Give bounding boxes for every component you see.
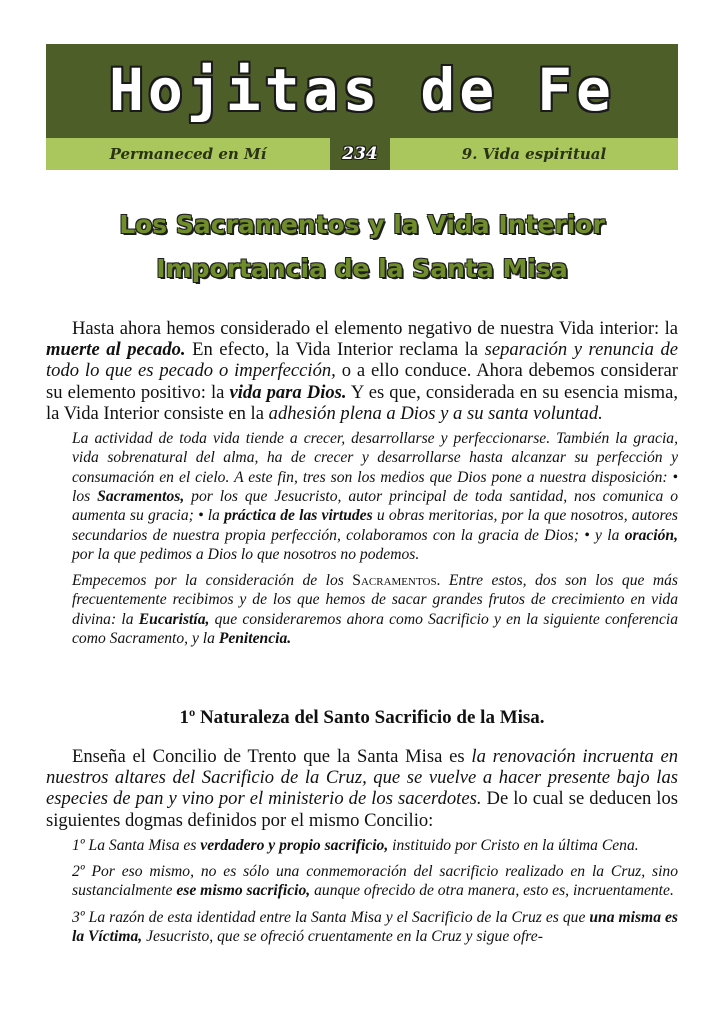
intro-paragraph: Hasta ahora hemos considerado el elemento negativo de nuestra Vida interior: la muerte al pecado. En efecto, la Vida Interior reclama la separación y renuncia de todo lo que es pecado o imperfección, o a ello conduce. Ahora debemos considerar su elemento positivo: la vida para Dios. Y es que, considerada en su esencia misma, la Vida Interior consiste en la adhesión plena a Dios y a su santa voluntad. [46, 318, 678, 424]
masthead-title: Hojitas de Fe [109, 56, 615, 124]
dogma-1: 1º La Santa Misa es verdadero y propio sacrificio, instituido por Cristo en la última Cena. [72, 836, 639, 854]
note-means-of-grace: La actividad de toda vida tiende a crecer, desarrollarse y perfeccionarse. También la gracia, vida sobrenatural del alma, ha de crecer y desarrollarse hasta alcanzar su perfección y consumación en el cielo. A este fin, tres son los medios que Dios pone a nuestra disposición: • los Sacramentos, por los que Jesucristo, autor principal de toda santidad, nos comunica o aumenta su gracia; • la práctica de las virtudes u obras meritorias, por la que nosotros, autores secundarios de nuestra propia perfección, colaboramos con la gracia de Dios; • y la oración, por la que pedimos a Dios lo que nosotros no podemos. [72, 430, 678, 563]
series-label: Permaneced en Mí [109, 145, 267, 163]
intro-block [46, 318, 678, 648]
headline-line-2: Importancia de la Santa Misa [156, 254, 568, 283]
section-label: 9. Vida espiritual [461, 145, 607, 163]
trent-paragraph: Enseña el Concilio de Trento que la Santa Misa es la renovación incruenta en nuestros altares del Sacrificio de la Cruz, que se vuelve a hacer presente bajo las especies de pan y vino por el ministerio de los sacerdotes. De lo cual se deducen los siguientes dogmas definidos por el mismo Concilio: [46, 746, 678, 831]
issue-number: 234 [342, 144, 378, 164]
section-1-block [46, 746, 678, 946]
dogma-2: 2º Por eso mismo, no es sólo una conmemoración del sacrificio realizado en la Cruz, sino sustancialmente ese mismo sacrificio, aunque ofrecido de otra manera, esto es, incruentamente. [72, 863, 678, 900]
dogma-3: 3º La razón de esta identidad entre la Santa Misa y el Sacrificio de la Cruz es que una misma es la Víctima, Jesucristo, que se ofreció cruentamente en la Cruz y sigue ofre- [72, 908, 678, 945]
headline-line-1: Los Sacramentos y la Vida Interior [119, 210, 605, 239]
note-sacraments: Empecemos por la consideración de los Sacramentos. Entre estos, dos son los que más frecuentemente recibimos y de los que hemos de sacar grandes frutos de crecimiento en vida divina: la Eucaristía, que consideraremos ahora como Sacrificio y en la siguiente conferencia como Sacramento, y la Penitencia. [72, 572, 679, 647]
masthead [46, 44, 678, 170]
section-title-1: 1º Naturaleza del Santo Sacrificio de la Misa. [179, 707, 545, 728]
